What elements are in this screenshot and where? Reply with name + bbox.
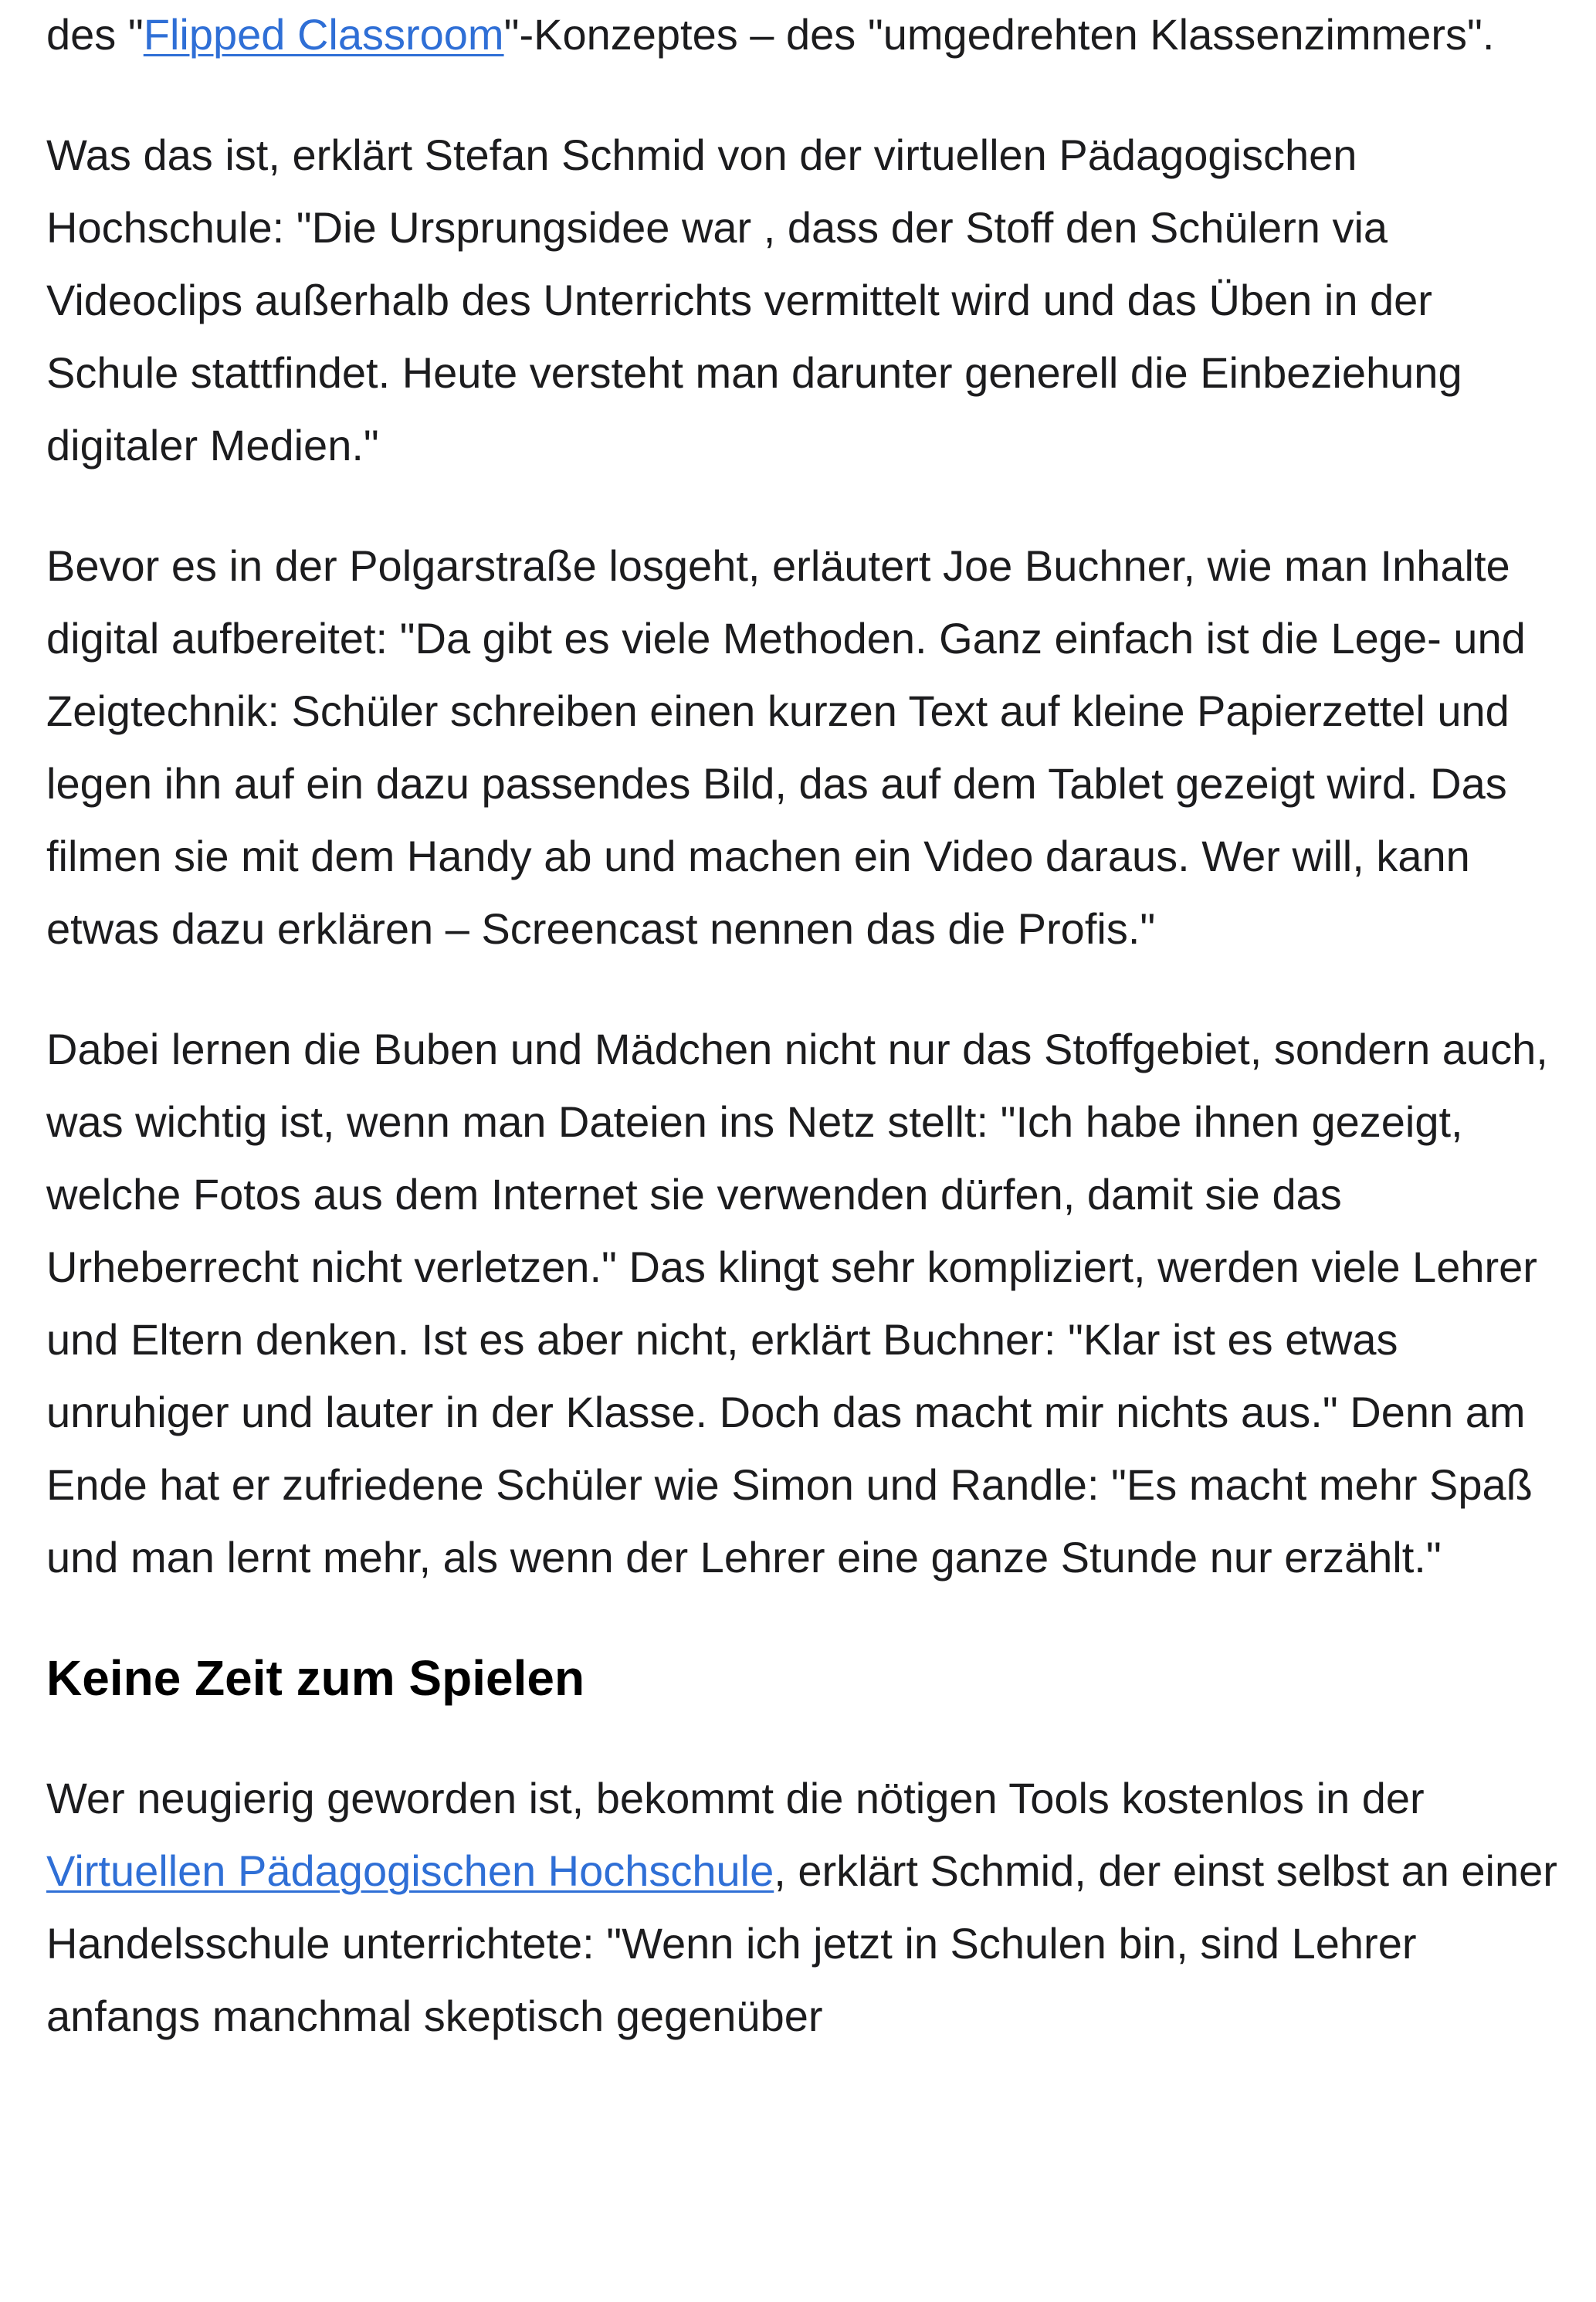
paragraph-flipped-classroom (46, 0, 1560, 71)
flipped-classroom-link[interactable]: Flipped Classroom (143, 10, 504, 59)
paragraph-schmid-explanation: Was das ist, erklärt Stefan Schmid von der virtuellen Pädagogischen Hochschule: "Die Ursprungsidee war , dass der Stoff den Schülern via Videoclips außerhalb des Unterrichts vermittelt wird und das Üben in der Schule stattfindet. Heute versteht man darunter generell die Einbeziehung digitaler Medien." (46, 131, 1462, 470)
article-body (46, 0, 1560, 2053)
paragraph-text: des " (46, 10, 144, 59)
paragraph-tools (46, 1762, 1560, 2053)
paragraph-students-learning: Dabei lernen die Buben und Mädchen nicht nur das Stoffgebiet, sondern auch, was wichtig ist, wenn man Dateien ins Netz stellt: "Ich habe ihnen gezeigt, welche Fotos aus dem Internet sie verwenden dürfen, damit sie das Urheberrecht nicht verletzen." Das klingt sehr kompliziert, werden viele Lehrer und Eltern denken. Ist es aber nicht, erklärt Buchner: "Klar ist es etwas unruhiger und lauter in der Klasse. Doch das macht mir nichts aus." Denn am Ende hat er zufriedene Schüler wie Simon und Randle: "Es macht mehr Spaß und man lernt mehr, als wenn der Lehrer eine ganze Stunde nur erzählt." (46, 1025, 1548, 1582)
section-heading: Keine Zeit zum Spielen (46, 1650, 585, 1706)
paragraph-text: , erklärt Schmid, der einst selbst an einer Handelsschule unterrichtete: "Wenn ich jetzt in Schulen bin, sind Lehrer anfangs manchmal skeptisch gegenüber (46, 1846, 1557, 2040)
paragraph-text: "-Konzeptes – des "umgedrehten Klassenzimmers". (503, 10, 1495, 59)
virtual-pedagogical-university-link[interactable]: Virtuellen Pädagogischen Hochschule (46, 1846, 774, 1895)
paragraph-buchner-methods: Bevor es in der Polgarstraße losgeht, erläutert Joe Buchner, wie man Inhalte digital aufbereitet: "Da gibt es viele Methoden. Ganz einfach ist die Lege- und Zeigtechnik: Schüler schreiben einen kurzen Text auf kleine Papierzettel und legen ihn auf ein dazu passendes Bild, das auf dem Tablet gezeigt wird. Das filmen sie mit dem Handy ab und machen ein Video daraus. Wer will, kann etwas dazu erklären – Screencast nennen das die Profis." (46, 541, 1526, 953)
paragraph-text: Wer neugierig geworden ist, bekommt die nötigen Tools kostenlos in der (46, 1774, 1425, 1822)
